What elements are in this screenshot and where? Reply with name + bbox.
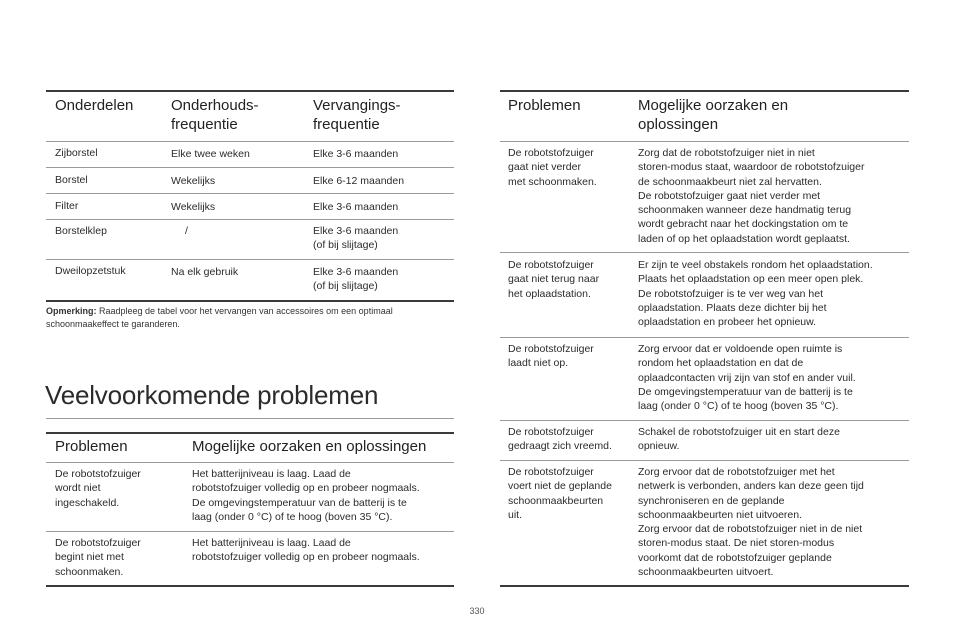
parts-row-5-replacement: Elke 3-6 maanden (of bij slijtage) — [313, 266, 399, 293]
right-problems-header-rule — [500, 141, 909, 142]
parts-row-1-maintenance: Elke twee weken — [171, 148, 250, 160]
right-problem-5: De robotstofzuiger voert niet de geplande schoonmaakbeurten uit. — [508, 466, 612, 521]
right-problem-4: De robotstofzuiger gedraagt zich vreemd. — [508, 426, 612, 453]
parts-row-3-maintenance: Wekelijks — [171, 201, 216, 213]
note-text: Raadpleeg de tabel voor het vervangen van accessoires om een optimaal schoonmaakeffect te garanderen. — [46, 306, 393, 329]
left-problems-header-rule — [46, 462, 454, 463]
parts-row-4-maintenance: / — [185, 225, 188, 237]
page-number: 330 — [469, 606, 485, 616]
left-problem-1: De robotstofzuiger wordt niet ingeschakeld. — [55, 468, 141, 509]
parts-row-2-replacement: Elke 6-12 maanden — [313, 175, 405, 187]
right-problems-row-rule — [500, 252, 909, 253]
left-solution-1: Het batterijniveau is laag. Laad de robotstofzuiger volledig op en probeer nogmaals. De omgevingstemperatuur van de batterij is te laag (onder 0 °C) of te hoog (boven 35 °C). — [192, 468, 420, 523]
parts-row-rule — [46, 219, 454, 220]
right-solution-2: Er zijn te veel obstakels rondom het oplaadstation. Plaats het oplaadstation op een meer open plek. De robotstofzuiger is te ver weg van het oplaadstation. Plaats deze dichter bij het oplaadstation en probeer het opnieuw. — [638, 259, 873, 329]
parts-header-part: Onderdelen — [55, 97, 134, 114]
right-problem-1: De robotstofzuiger gaat niet verder met schoonmaken. — [508, 147, 597, 188]
parts-header-rule — [46, 141, 454, 142]
maintenance-note — [46, 305, 454, 331]
parts-table-top-rule — [46, 90, 454, 92]
parts-header-replacement: Vervangings- frequentie — [313, 97, 401, 133]
right-solution-4: Schakel de robotstofzuiger uit en start deze opnieuw. — [638, 426, 840, 453]
right-problems-header-causes: Mogelijke oorzaken en oplossingen — [638, 97, 789, 133]
parts-row-5-part: Dweilopzetstuk — [55, 265, 126, 277]
right-problems-bottom-rule — [500, 585, 909, 587]
right-problems-row-rule — [500, 420, 909, 421]
left-solution-2: Het batterijniveau is laag. Laad de robotstofzuiger volledig op en probeer nogmaals. — [192, 537, 420, 564]
parts-row-1-replacement: Elke 3-6 maanden — [313, 148, 399, 160]
right-problems-row-rule — [500, 337, 909, 338]
right-solution-1: Zorg dat de robotstofzuiger niet in niet storen-modus staat, waardoor de robotstofzuiger de schoonmaakbeurt niet zal hervatten. De robotstofzuiger gaat niet verder met schoonmaken wanneer deze handmatig terug wordt gebracht naar het dockingstation om te laden of op het oplaadstation wordt geplaatst. — [638, 147, 865, 245]
parts-row-2-part: Borstel — [55, 174, 88, 186]
left-problems-header-problem: Problemen — [55, 438, 128, 455]
note-label: Opmerking: — [46, 306, 97, 316]
parts-row-4-replacement: Elke 3-6 maanden (of bij slijtage) — [313, 225, 399, 252]
left-problems-row-rule — [46, 531, 454, 532]
parts-row-rule — [46, 167, 454, 168]
right-problems-top-rule — [500, 90, 909, 92]
parts-row-2-maintenance: Wekelijks — [171, 175, 216, 187]
left-problems-header-causes: Mogelijke oorzaken en oplossingen — [192, 438, 427, 455]
parts-row-4-part: Borstelklep — [55, 225, 107, 237]
parts-header-maintenance: Onderhouds- frequentie — [171, 97, 259, 133]
right-solution-3: Zorg ervoor dat er voldoende open ruimte is rondom het oplaadstation en dat de oplaadcontacten vrij zijn van stof en ander vuil. De omgevingstemperatuur van de batterij is te laag (onder 0 °C) of te hoog (boven 35 °C). — [638, 343, 856, 413]
parts-table-bottom-rule — [46, 300, 454, 302]
parts-row-3-replacement: Elke 3-6 maanden — [313, 201, 399, 213]
section-title: Veelvoorkomende problemen — [45, 380, 379, 410]
right-problems-header-problem: Problemen — [508, 97, 581, 114]
right-solution-5: Zorg ervoor dat de robotstofzuiger met het netwerk is verbonden, anders kan deze geen tijd synchroniseren en de geplande schoonmaakbeurten niet uitvoeren. Zorg ervoor dat de robotstofzuiger niet in de niet storen-modus staat. De niet storen-modus voorkomt dat de robotstofzuiger geplande schoonmaakbeurten uitvoert. — [638, 466, 864, 579]
parts-row-5-maintenance: Na elk gebruik — [171, 266, 239, 278]
parts-row-3-part: Filter — [55, 200, 79, 212]
parts-row-rule — [46, 193, 454, 194]
left-problems-title-rule — [46, 418, 454, 419]
left-problems-bottom-rule — [46, 585, 454, 587]
left-problems-top-rule — [46, 432, 454, 434]
right-problem-2: De robotstofzuiger gaat niet terug naar het oplaadstation. — [508, 259, 600, 300]
right-problems-row-rule — [500, 460, 909, 461]
right-problem-3: De robotstofzuiger laadt niet op. — [508, 343, 594, 370]
parts-row-1-part: Zijborstel — [55, 147, 98, 159]
left-problem-2: De robotstofzuiger begint niet met schoonmaken. — [55, 537, 141, 578]
parts-row-rule — [46, 259, 454, 260]
